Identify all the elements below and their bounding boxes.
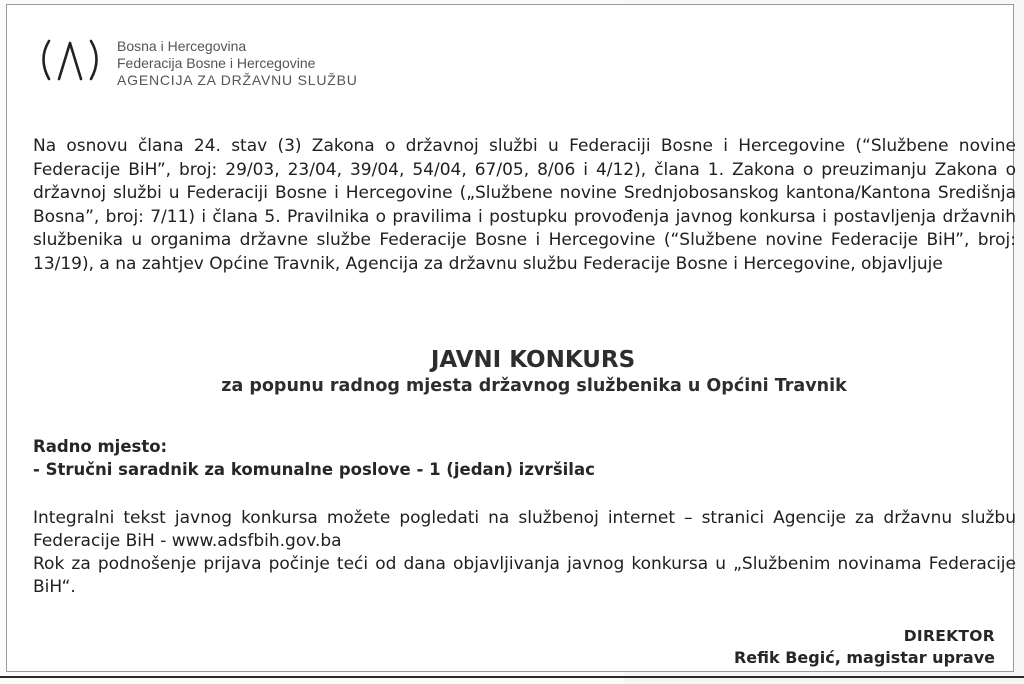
agency-federation-line: Federacija Bosne i Hercegovine [117, 55, 316, 71]
position-block [33, 435, 595, 481]
info-paragraph-deadline: Rok za podnošenje prijava počinje teći od dana objavljivanja javnog konkursa u „Službenim novinama Federacije BiH“. [33, 554, 1016, 597]
agency-country-line: Bosna i Hercegovina [117, 38, 247, 54]
position-label: Radno mjesto: [33, 437, 168, 456]
signature-title: DIREKTOR [903, 627, 995, 645]
signature-name: Refik Begić, magistar uprave [733, 648, 995, 667]
signature-block [734, 626, 995, 669]
bottom-rule [0, 676, 1024, 678]
info-paragraph-website: Integralni tekst javnog konkursa možete pogledati na službenoj internet – stranici Agencije za državnu službu Federacije BiH - www.adsfbih.gov.ba [33, 508, 1016, 551]
position-item: - Stručni saradnik za komunalne poslove - 1 (jedan) izvršilac [33, 460, 595, 479]
announcement-frame [6, 4, 1014, 672]
announcement-subtitle: za popunu radnog mjesta državnog službenika u Općini Travnik [221, 376, 847, 396]
announcement-title: JAVNI KONKURS [430, 347, 636, 373]
legal-basis-paragraph: Na osnovu člana 24. stav (3) Zakona o državnoj službi u Federaciji Bosne i Hercegovine (“Službene novine Federacije BiH”, broj: 29/03, 23/04, 39/04, 54/04, 67/05, 8/06 i 4/12), člana 1. Zakona o preuzimanju Zakona o državnoj službi u Federaciji Bosne i Hercegovine („Službene novine Srednjobosanskog kantona/Kantona Središnja Bosna”, broj: 7/11) i člana 5. Pravilnika o pravilima i postupku provođenja javnog konkursa i postavljenja državnih službenika u organima državne službe Federacije Bosne i Hercegovine (“Službene novine Federacije BiH”, broj: 13/19), a na zahtjev Općine Travnik, Agencija za državnu službu Federacije Bosne i Hercegovine, objavljuje [33, 136, 1016, 274]
info-block [33, 507, 1016, 599]
agency-header [117, 38, 358, 89]
announcement-heading [7, 346, 1024, 398]
agency-name-line: AGENCIJA ZA DRŽAVNU SLUŽBU [117, 72, 358, 88]
agency-logo-icon [35, 33, 105, 89]
